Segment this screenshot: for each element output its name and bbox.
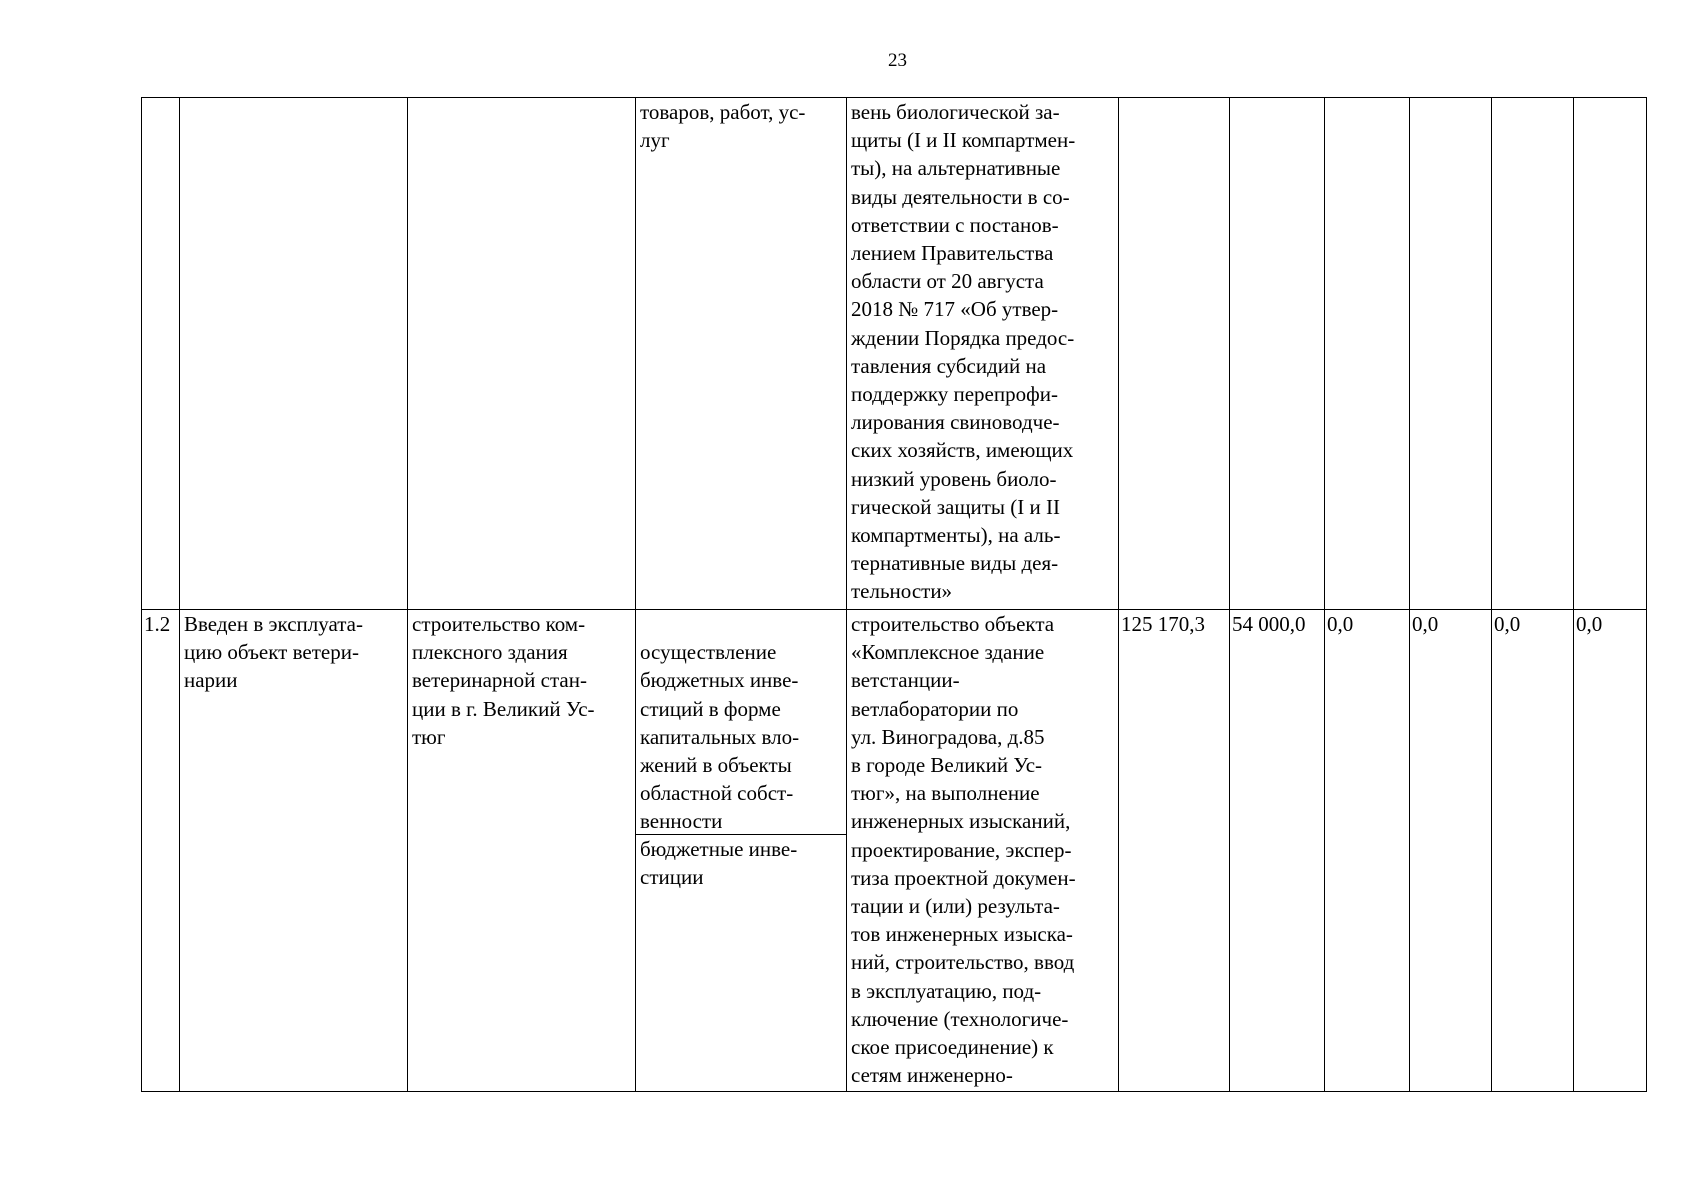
cell-value-3: 0,0 <box>1325 610 1410 1092</box>
cell-measure-empty <box>408 98 636 610</box>
table-row-1-2 <box>142 610 1647 1092</box>
cell-form-investment: осуществление бюджетных инве- стиций в форме капитальных вло- жений в объекты областной собст- венности <box>636 638 846 835</box>
cell-description-continued: вень биологической за- щиты (I и II компартмен- ты), на альтернативные виды деятельности в со- ответствии с постанов- лением Правительства области от 20 августа 2018 № 717 «Об утвер- ждении Порядка предос- тавления субсидий на поддержку перепрофи- лирования свиноводче- ских хозяйств, имеющих низкий уровень биоло- гической защиты (I и II компартменты), на аль- тернативные виды дея- тельности» <box>847 98 1119 610</box>
cell-form-budget: бюджетные инве- стиции <box>640 837 798 890</box>
cell-value-empty-4 <box>1410 98 1492 610</box>
table-row-continued <box>142 98 1647 610</box>
cell-result-empty <box>180 98 408 610</box>
cell-value-empty-2 <box>1230 98 1325 610</box>
cell-value-4: 0,0 <box>1410 610 1492 1092</box>
cell-description: строительство объекта «Комплексное здание ветстанции- ветлаборатории по ул. Виноградова, д.85 в городе Великий Ус- тюг», на выполнение инженерных изысканий, проектирование, экспер- тиза проектной докумен- тации и (или) результа- тов инженерных изыска- ний, строительство, ввод в эксплуатацию, под- ключение (технологиче- ское присоединение) к сетям инженерно- <box>847 610 1119 1092</box>
page-number: 23 <box>888 50 907 71</box>
cell-result: Введен в эксплуата- цию объект ветери- нарии <box>180 610 408 1092</box>
cell-value-5: 0,0 <box>1492 610 1574 1092</box>
cell-value-empty-5 <box>1492 98 1574 610</box>
cell-value-empty-1 <box>1119 98 1230 610</box>
program-table <box>141 97 1647 1092</box>
cell-value-1: 125 170,3 <box>1119 610 1230 1092</box>
cell-value-empty-6 <box>1574 98 1647 610</box>
cell-index: 1.2 <box>142 610 180 1092</box>
cell-form-continued: товаров, работ, ус- луг <box>636 98 847 610</box>
cell-value-2: 54 000,0 <box>1230 610 1325 1092</box>
cell-measure: строительство ком- плексного здания ветеринарной стан- ции в г. Великий Ус- тюг <box>408 610 636 1092</box>
cell-value-empty-3 <box>1325 98 1410 610</box>
cell-form <box>636 610 847 1092</box>
cell-value-6: 0,0 <box>1574 610 1647 1092</box>
cell-index-empty <box>142 98 180 610</box>
